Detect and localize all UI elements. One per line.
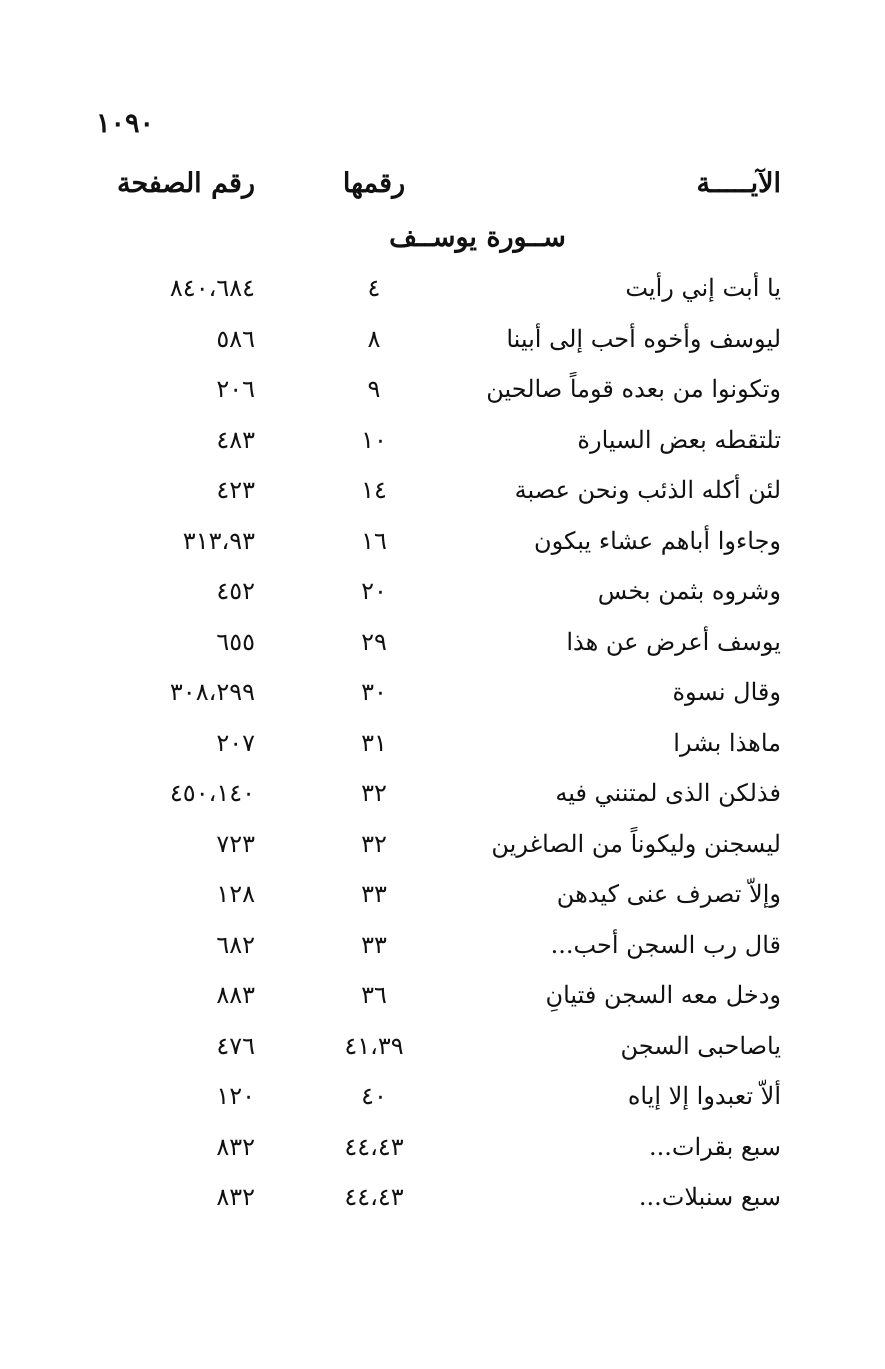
table-row bbox=[0, 927, 885, 978]
page-reference: ٨٣٢ bbox=[216, 1132, 255, 1161]
page-reference: ٨٤٠،٦٨٤ bbox=[169, 274, 255, 302]
page-reference: ٤٢٣ bbox=[216, 476, 255, 504]
table-row bbox=[0, 472, 885, 523]
ayah-text: ليسجنن وليكوناً من الصاغرين bbox=[491, 829, 781, 858]
page-reference: ٥٨٦ bbox=[216, 324, 255, 353]
page-reference: ٢٠٧ bbox=[216, 728, 255, 757]
ayah-text: ماهذا بشرا bbox=[673, 728, 781, 757]
surah-title-text: ســورة يوســف bbox=[389, 222, 566, 253]
ayah-text: لئن أكله الذئب ونحن عصبة bbox=[514, 476, 781, 504]
header-ayah-number: رقمها bbox=[342, 168, 406, 199]
ayah-number: ٨ bbox=[367, 324, 381, 353]
ayah-number: ٣٣ bbox=[361, 880, 387, 908]
ayah-number: ٤ bbox=[367, 274, 381, 302]
ayah-number: ١٦ bbox=[361, 526, 387, 555]
surah-title bbox=[0, 222, 885, 253]
table-row bbox=[0, 321, 885, 372]
table-row bbox=[0, 977, 885, 1028]
table-row bbox=[0, 1028, 885, 1079]
ayah-number: ٤٤،٤٣ bbox=[344, 1132, 404, 1161]
ayah-number: ٣٠ bbox=[361, 678, 387, 706]
page-reference: ٧٢٣ bbox=[216, 829, 255, 858]
ayah-text: فذلكن الذى لمتنني فيه bbox=[555, 779, 781, 807]
ayah-text: يوسف أعرض عن هذا bbox=[566, 627, 781, 656]
header-ayah: الآيـــــة bbox=[696, 168, 781, 199]
ayah-text: وجاءوا أباهم عشاء يبكون bbox=[534, 526, 781, 555]
page-reference: ٢٠٦ bbox=[216, 375, 255, 403]
page-reference: ٤٧٦ bbox=[216, 1031, 255, 1060]
ayah-text: ودخل معه السجن فتيانِ bbox=[545, 981, 781, 1009]
ayah-number: ١٠ bbox=[361, 425, 387, 454]
table-row bbox=[0, 1078, 885, 1129]
ayah-text: وإلاّ تصرف عنى كيدهن bbox=[556, 880, 781, 908]
ayah-number: ٤٠ bbox=[361, 1082, 387, 1110]
table-row bbox=[0, 1179, 885, 1230]
ayah-text: سبع سنبلات... bbox=[638, 1183, 781, 1211]
ayah-number: ٣٢ bbox=[361, 829, 387, 858]
ayah-number: ٢٩ bbox=[361, 627, 387, 656]
ayah-text: يا أبت إني رأيت bbox=[625, 274, 781, 302]
ayah-number: ٣٦ bbox=[361, 981, 387, 1009]
ayah-number: ٤٤،٤٣ bbox=[344, 1183, 404, 1211]
table-row bbox=[0, 270, 885, 321]
ayah-number: ١٤ bbox=[361, 476, 387, 504]
table-row bbox=[0, 1129, 885, 1180]
table-row bbox=[0, 624, 885, 675]
table-row bbox=[0, 674, 885, 725]
page-reference: ٦٨٢ bbox=[216, 930, 255, 959]
table-row bbox=[0, 523, 885, 574]
ayah-number: ٣١ bbox=[361, 728, 387, 757]
page-reference: ١٢٨ bbox=[216, 880, 255, 908]
table-row bbox=[0, 725, 885, 776]
table-row bbox=[0, 422, 885, 473]
table-row bbox=[0, 775, 885, 826]
header-page-number: رقم الصفحة bbox=[116, 168, 255, 199]
ayah-number: ٢٠ bbox=[361, 577, 387, 605]
ayah-text: قال رب السجن أحب... bbox=[550, 930, 781, 959]
ayah-number: ٣٢ bbox=[361, 779, 387, 807]
ayah-text: سبع بقرات... bbox=[649, 1132, 781, 1161]
table-header bbox=[0, 168, 885, 208]
ayah-text: ياصاحبى السجن bbox=[620, 1031, 781, 1060]
ayah-number: ٣٣ bbox=[361, 930, 387, 959]
ayah-text: تلتقطه بعض السيارة bbox=[577, 425, 781, 454]
ayah-text: وقال نسوة bbox=[672, 678, 781, 706]
page-reference: ٣٠٨،٢٩٩ bbox=[169, 678, 255, 706]
ayah-text: وشروه بثمن بخس bbox=[597, 577, 781, 605]
table-row bbox=[0, 371, 885, 422]
ayah-text: ليوسف وأخوه أحب إلى أبينا bbox=[506, 324, 781, 353]
ayah-text: وتكونوا من بعده قوماً صالحين bbox=[486, 375, 781, 403]
page-reference: ١٢٠ bbox=[216, 1082, 255, 1110]
page-reference: ٨٣٢ bbox=[216, 1183, 255, 1211]
page-reference: ٣١٣،٩٣ bbox=[182, 526, 255, 555]
page-reference: ٦٥٥ bbox=[216, 627, 255, 656]
index-table bbox=[0, 270, 885, 1230]
ayah-number: ٤١،٣٩ bbox=[344, 1031, 404, 1060]
page-reference: ٤٨٣ bbox=[216, 425, 255, 454]
table-row bbox=[0, 573, 885, 624]
page-reference: ٤٥٠،١٤٠ bbox=[169, 779, 255, 807]
table-row bbox=[0, 876, 885, 927]
page-reference: ٨٨٣ bbox=[216, 981, 255, 1009]
ayah-number: ٩ bbox=[367, 375, 381, 403]
page-number: ١٠٩٠ bbox=[96, 108, 155, 139]
ayah-text: ألاّ تعبدوا إلا إياه bbox=[627, 1082, 781, 1110]
table-row bbox=[0, 826, 885, 877]
page-reference: ٤٥٢ bbox=[216, 577, 255, 605]
